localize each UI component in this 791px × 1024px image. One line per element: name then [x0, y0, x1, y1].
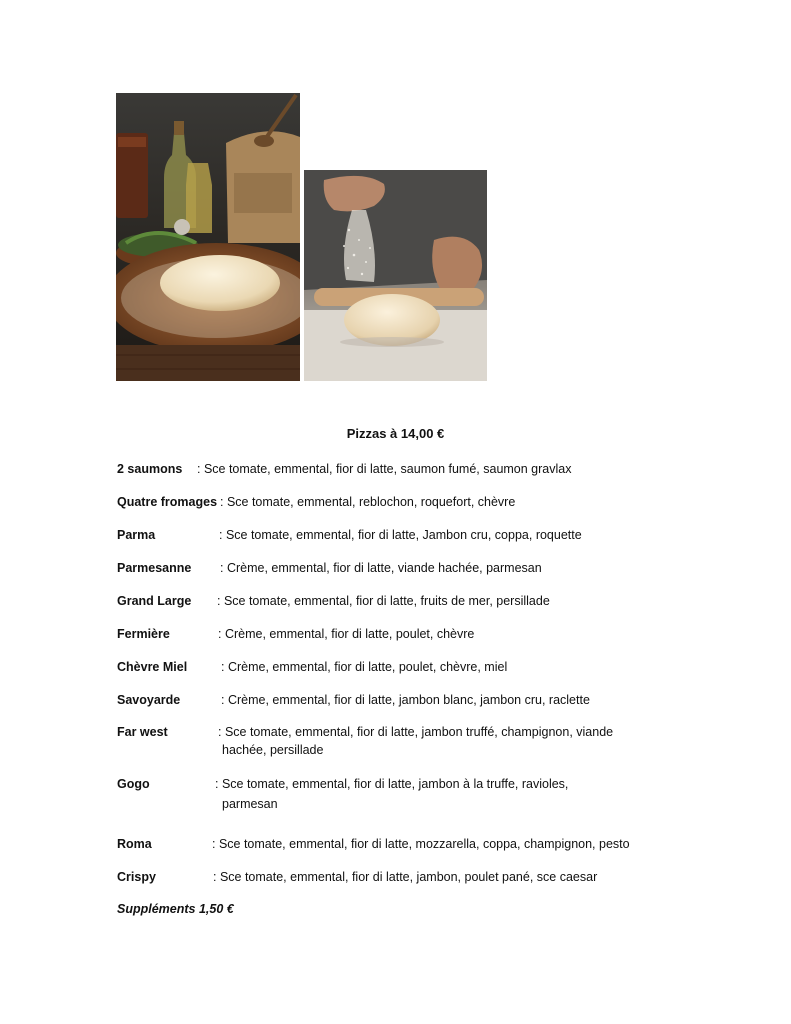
pizza-ingredients-continued: parmesan	[222, 797, 278, 811]
pizza-name: Roma	[117, 837, 152, 851]
pizza-name: Quatre fromages	[117, 495, 218, 509]
pizza-name: Crispy	[117, 870, 156, 884]
pizza-ingredients: : Crème, emmental, fior di latte, poulet, chèvre, miel	[221, 660, 508, 674]
pizza-ingredients: : Sce tomate, emmental, fior di latte, jambon truffé, champignon, viande	[218, 725, 614, 739]
pizza-name: Gogo	[117, 777, 150, 791]
pizza-ingredients: : Crème, emmental, fior di latte, poulet, chèvre	[218, 627, 475, 641]
flour-sprinkling-photo	[304, 170, 487, 381]
pizza-name: Savoyarde	[117, 693, 181, 707]
pizza-ingredients: : Sce tomate, emmental, fior di latte, fruits de mer, persillade	[217, 594, 550, 608]
pizza-name: Parma	[117, 528, 156, 542]
pizza-ingredients-continued: hachée, persillade	[222, 743, 324, 757]
pizza-ingredients: : Sce tomate, emmental, fior di latte, mozzarella, coppa, champignon, pesto	[212, 837, 630, 851]
supplements-note: Suppléments 1,50 €	[117, 902, 234, 916]
pizza-ingredients: : Sce tomate, emmental, fior di latte, jambon, poulet pané, sce caesar	[213, 870, 598, 884]
pizza-ingredients: : Crème, emmental, fior di latte, jambon blanc, jambon cru, raclette	[221, 693, 590, 707]
pizza-name: Far west	[117, 725, 168, 739]
pizza-ingredients: : Crème, emmental, fior di latte, viande hachée, parmesan	[220, 561, 542, 575]
pizza-ingredients: : Sce tomate, emmental, reblochon, roquefort, chèvre	[220, 495, 516, 509]
pizza-name: Chèvre Miel	[117, 660, 188, 674]
pizza-ingredients: : Sce tomate, emmental, fior di latte, saumon fumé, saumon gravlax	[197, 462, 572, 476]
pizza-name: Grand Large	[117, 594, 192, 608]
pizza-name: 2 saumons	[117, 462, 183, 476]
pizza-ingredients: : Sce tomate, emmental, fior di latte, jambon à la truffe, ravioles,	[215, 777, 569, 791]
menu-section-title: Pizzas à 14,00 €	[346, 426, 445, 441]
pizza-ingredients: : Sce tomate, emmental, fior di latte, Jambon cru, coppa, roquette	[219, 528, 582, 542]
pizza-name: Fermière	[117, 627, 170, 641]
dough-on-board-photo	[116, 93, 300, 381]
pizza-name: Parmesanne	[117, 561, 192, 575]
